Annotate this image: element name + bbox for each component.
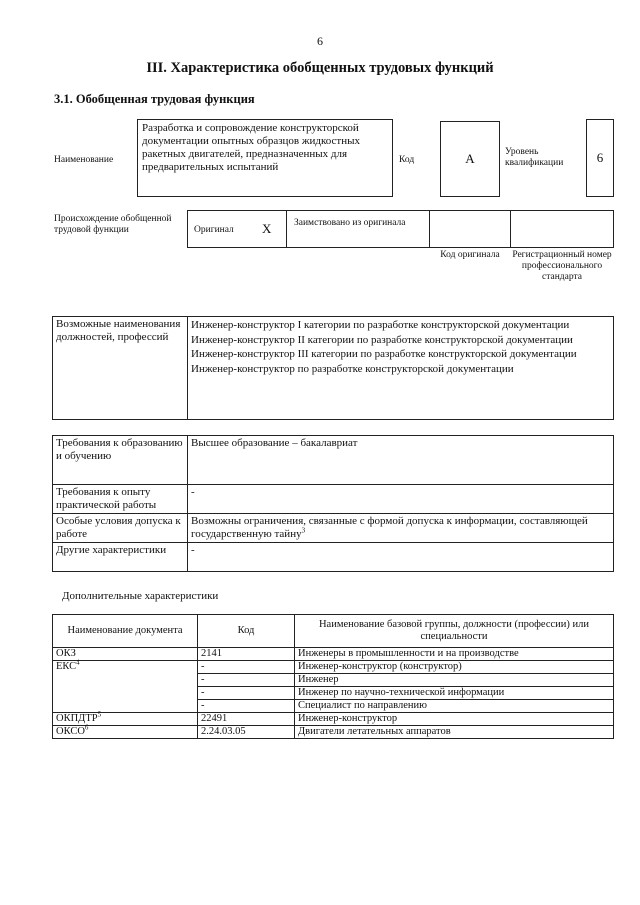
reg-number-box [510,210,614,248]
position-item: Инженер-конструктор по разработке конструкторской документации [191,362,514,375]
positions-table [52,316,614,420]
table-row [53,713,614,726]
table-row [53,317,614,420]
table-row [53,648,614,661]
cell-doc: ОКЗ [53,648,198,661]
footnote-mark: 3 [301,526,306,535]
function-name-value: Разработка и сопровождение конструкторской документации опытных образцов жидкостных ракетных двигателей, предназначенных для предварительных испытаний [142,122,360,173]
table-row [53,661,614,674]
cell-code: - [198,674,295,687]
req-value-cell [188,514,614,543]
position-item: Инженер-конструктор I категории по разработке конструкторской документации [191,319,570,331]
table-row [53,514,614,543]
page-number: 6 [317,34,323,48]
req-value: - [188,485,614,514]
code-value: A [465,151,475,166]
req-label: Требования к опыту практической работы [53,485,188,514]
req-value: Высшее образование – бакалавриат [188,436,614,485]
code-original-caption: Код оригинала [440,250,500,260]
cell-code: 22491 [198,713,295,726]
cell-code: - [198,700,295,713]
subsection-title: 3.1. Обобщенная трудовая функция [54,92,255,106]
positions-label: Возможные наименования должностей, профессий [53,317,188,420]
extra-table [52,614,614,739]
function-name-box [137,119,393,197]
table-row [53,543,614,572]
cell-name: Инженеры в промышленности и на производстве [295,648,614,661]
table-row [53,485,614,514]
header-name: Наименование базовой группы, должности (профессии) или специальности [295,615,614,648]
cell-doc [53,710,198,726]
header-code: Код [198,615,295,648]
footnote-mark: 6 [84,723,89,732]
doc-name: ОКСО [56,726,85,737]
extra-title: Дополнительные характеристики [62,590,219,602]
borrowed-label: Заимствовано из оригинала [294,218,406,228]
cell-doc [53,723,198,739]
code-label: Код [399,155,415,165]
req-label: Особые условия допуска к работе [53,514,188,543]
code-box [440,121,500,197]
req-label: Другие характеристики [53,543,188,572]
name-label: Наименование [54,155,114,165]
level-label: Уровень квалификации [505,147,564,168]
req-value: - [188,543,614,572]
origin-borrowed-box [286,210,430,248]
origin-label: Происхождение обобщенной трудовой функции [54,214,172,235]
code-original-box [429,210,511,248]
footnote-mark: 4 [76,658,80,667]
cell-name: Специалист по направлению [295,700,614,713]
header-doc: Наименование документа [53,615,198,648]
reg-number-caption: Регистрационный номер профессионального стандарта [512,250,612,282]
cell-name: Двигатели летательных аппаратов [295,726,614,739]
cell-code: 2141 [198,648,295,661]
position-item: Инженер-конструктор III категории по разработке конструкторской документации [191,348,577,360]
cell-name: Инженер-конструктор (конструктор) [295,661,614,674]
level-box [586,119,614,197]
cell-code: - [198,661,295,674]
req-label: Требования к образованию и обучению [53,436,188,485]
cell-name: Инженер-конструктор [295,713,614,726]
original-label: Оригинал [194,225,234,235]
original-mark: X [262,221,272,236]
req-value: Возможны ограничения, связанные с формой допуска к информации, составляющей государственную тайну [191,515,588,540]
doc-name: ОКПДТР [56,713,98,724]
requirements-table [52,435,614,572]
table-row [53,436,614,485]
cell-doc [53,658,198,713]
cell-code: - [198,687,295,700]
table-row [53,726,614,739]
cell-name: Инженер [295,674,614,687]
origin-original-box [187,210,287,248]
section-title: III. Характеристика обобщенных трудовых функций [146,60,494,76]
positions-values [188,317,614,420]
cell-name: Инженер по научно-технической информации [295,687,614,700]
footnote-mark: 5 [97,710,102,719]
doc-name: ЕКС [56,661,77,672]
cell-code: 2.24.03.05 [198,726,295,739]
position-item: Инженер-конструктор II категории по разработке конструкторской документации [191,333,573,346]
level-value: 6 [596,150,604,165]
table-header-row [53,615,614,648]
